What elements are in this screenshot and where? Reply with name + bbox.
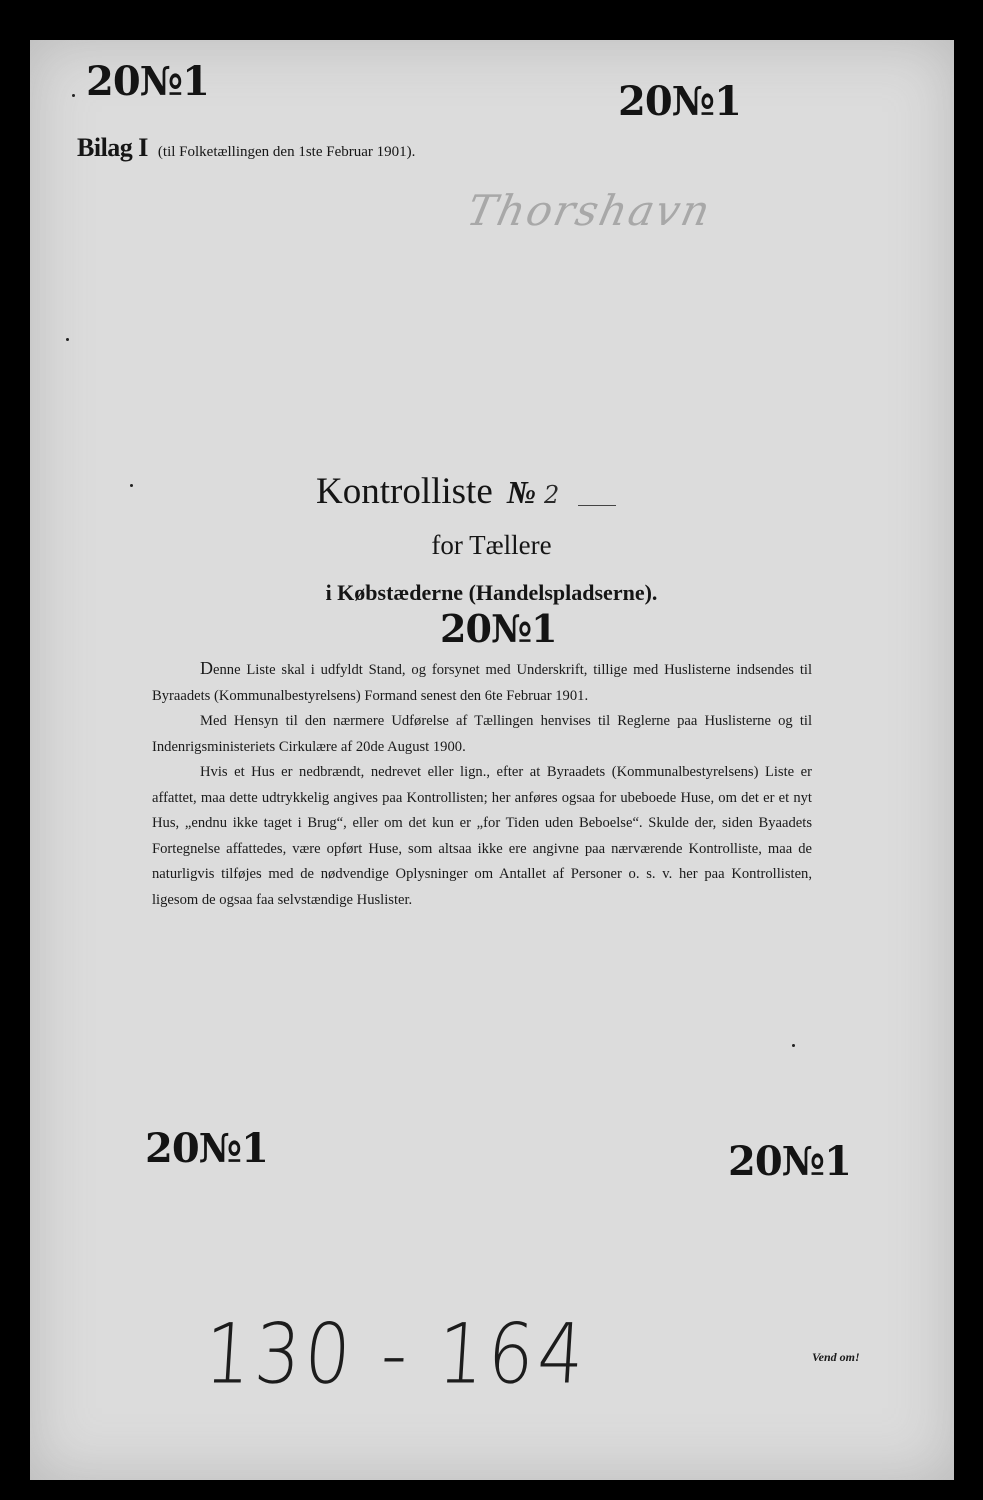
subtitle-towns: i Købstæderne (Handelspladserne). [325,580,658,605]
number-underline [578,505,616,506]
stamp-top-right: 20№1 [618,78,741,125]
subtitle-counters: for Tællere [431,530,552,560]
handwritten-place-name: Thorshavn [462,186,717,235]
paragraph-submission: Denne Liste skal i udfyldt Stand, og forsynet med Underskrift, tillige med Huslisterne indsendes til Byraadets (Kommunalbestyrelsens) Formand senest den 6te Februar 1901. [152,658,812,704]
speck [66,338,69,341]
list-number: 2 [544,481,560,509]
instructions-text [152,656,812,913]
paragraph-houses: Hvis et Hus er nedbrændt, nedrevet eller lign., efter at Byraadets (Kommunalbestyrelsens) Liste er affattet, maa dette udtrykkelig angives paa Kontrollisten; her anføres ogsaa for ubeboede Huse, om det er et nyt Hus, „endnu ikke taget i Brug“, eller om det kun er „for Tiden uden Beboelse“. Skulde der, siden Byaadets Fortegnelse affattedes, være opført Huse, som altsaa ikke ere angivne paa nærværende Kontrolliste, maa de naturligvis tilføjes med de nødvendige Oplysninger om Antallet af Personer o. s. v. her paa Kontrollisten, ligesom de ogsaa faa selvstændige Huslister. [152,764,812,908]
title-row [316,470,636,513]
stamp-bottom-left: 20№1 [145,1125,268,1172]
number-sign: № [506,474,537,510]
speck [130,484,133,487]
handwritten-range: 130 - 164 [202,1305,591,1403]
bilag-note: (til Folketællingen den 1ste Februar 1901). [157,144,416,160]
turn-over-note: Vend om! [812,1350,860,1364]
speck [72,94,75,97]
page-title: Kontrolliste [316,471,493,512]
stamp-middle: 20№1 [440,606,557,651]
bilag-header [77,133,415,163]
speck [792,1044,795,1047]
stamp-top-left: 20№1 [86,58,209,105]
bilag-label: Bilag I [77,133,148,162]
stamp-bottom-right: 20№1 [728,1138,851,1185]
paragraph-rules: Med Hensyn til den nærmere Udførelse af Tællingen henvises til Reglerne paa Huslisterne og til Indenrigsministeriets Cirkulære af 20de August 1900. [152,713,812,755]
